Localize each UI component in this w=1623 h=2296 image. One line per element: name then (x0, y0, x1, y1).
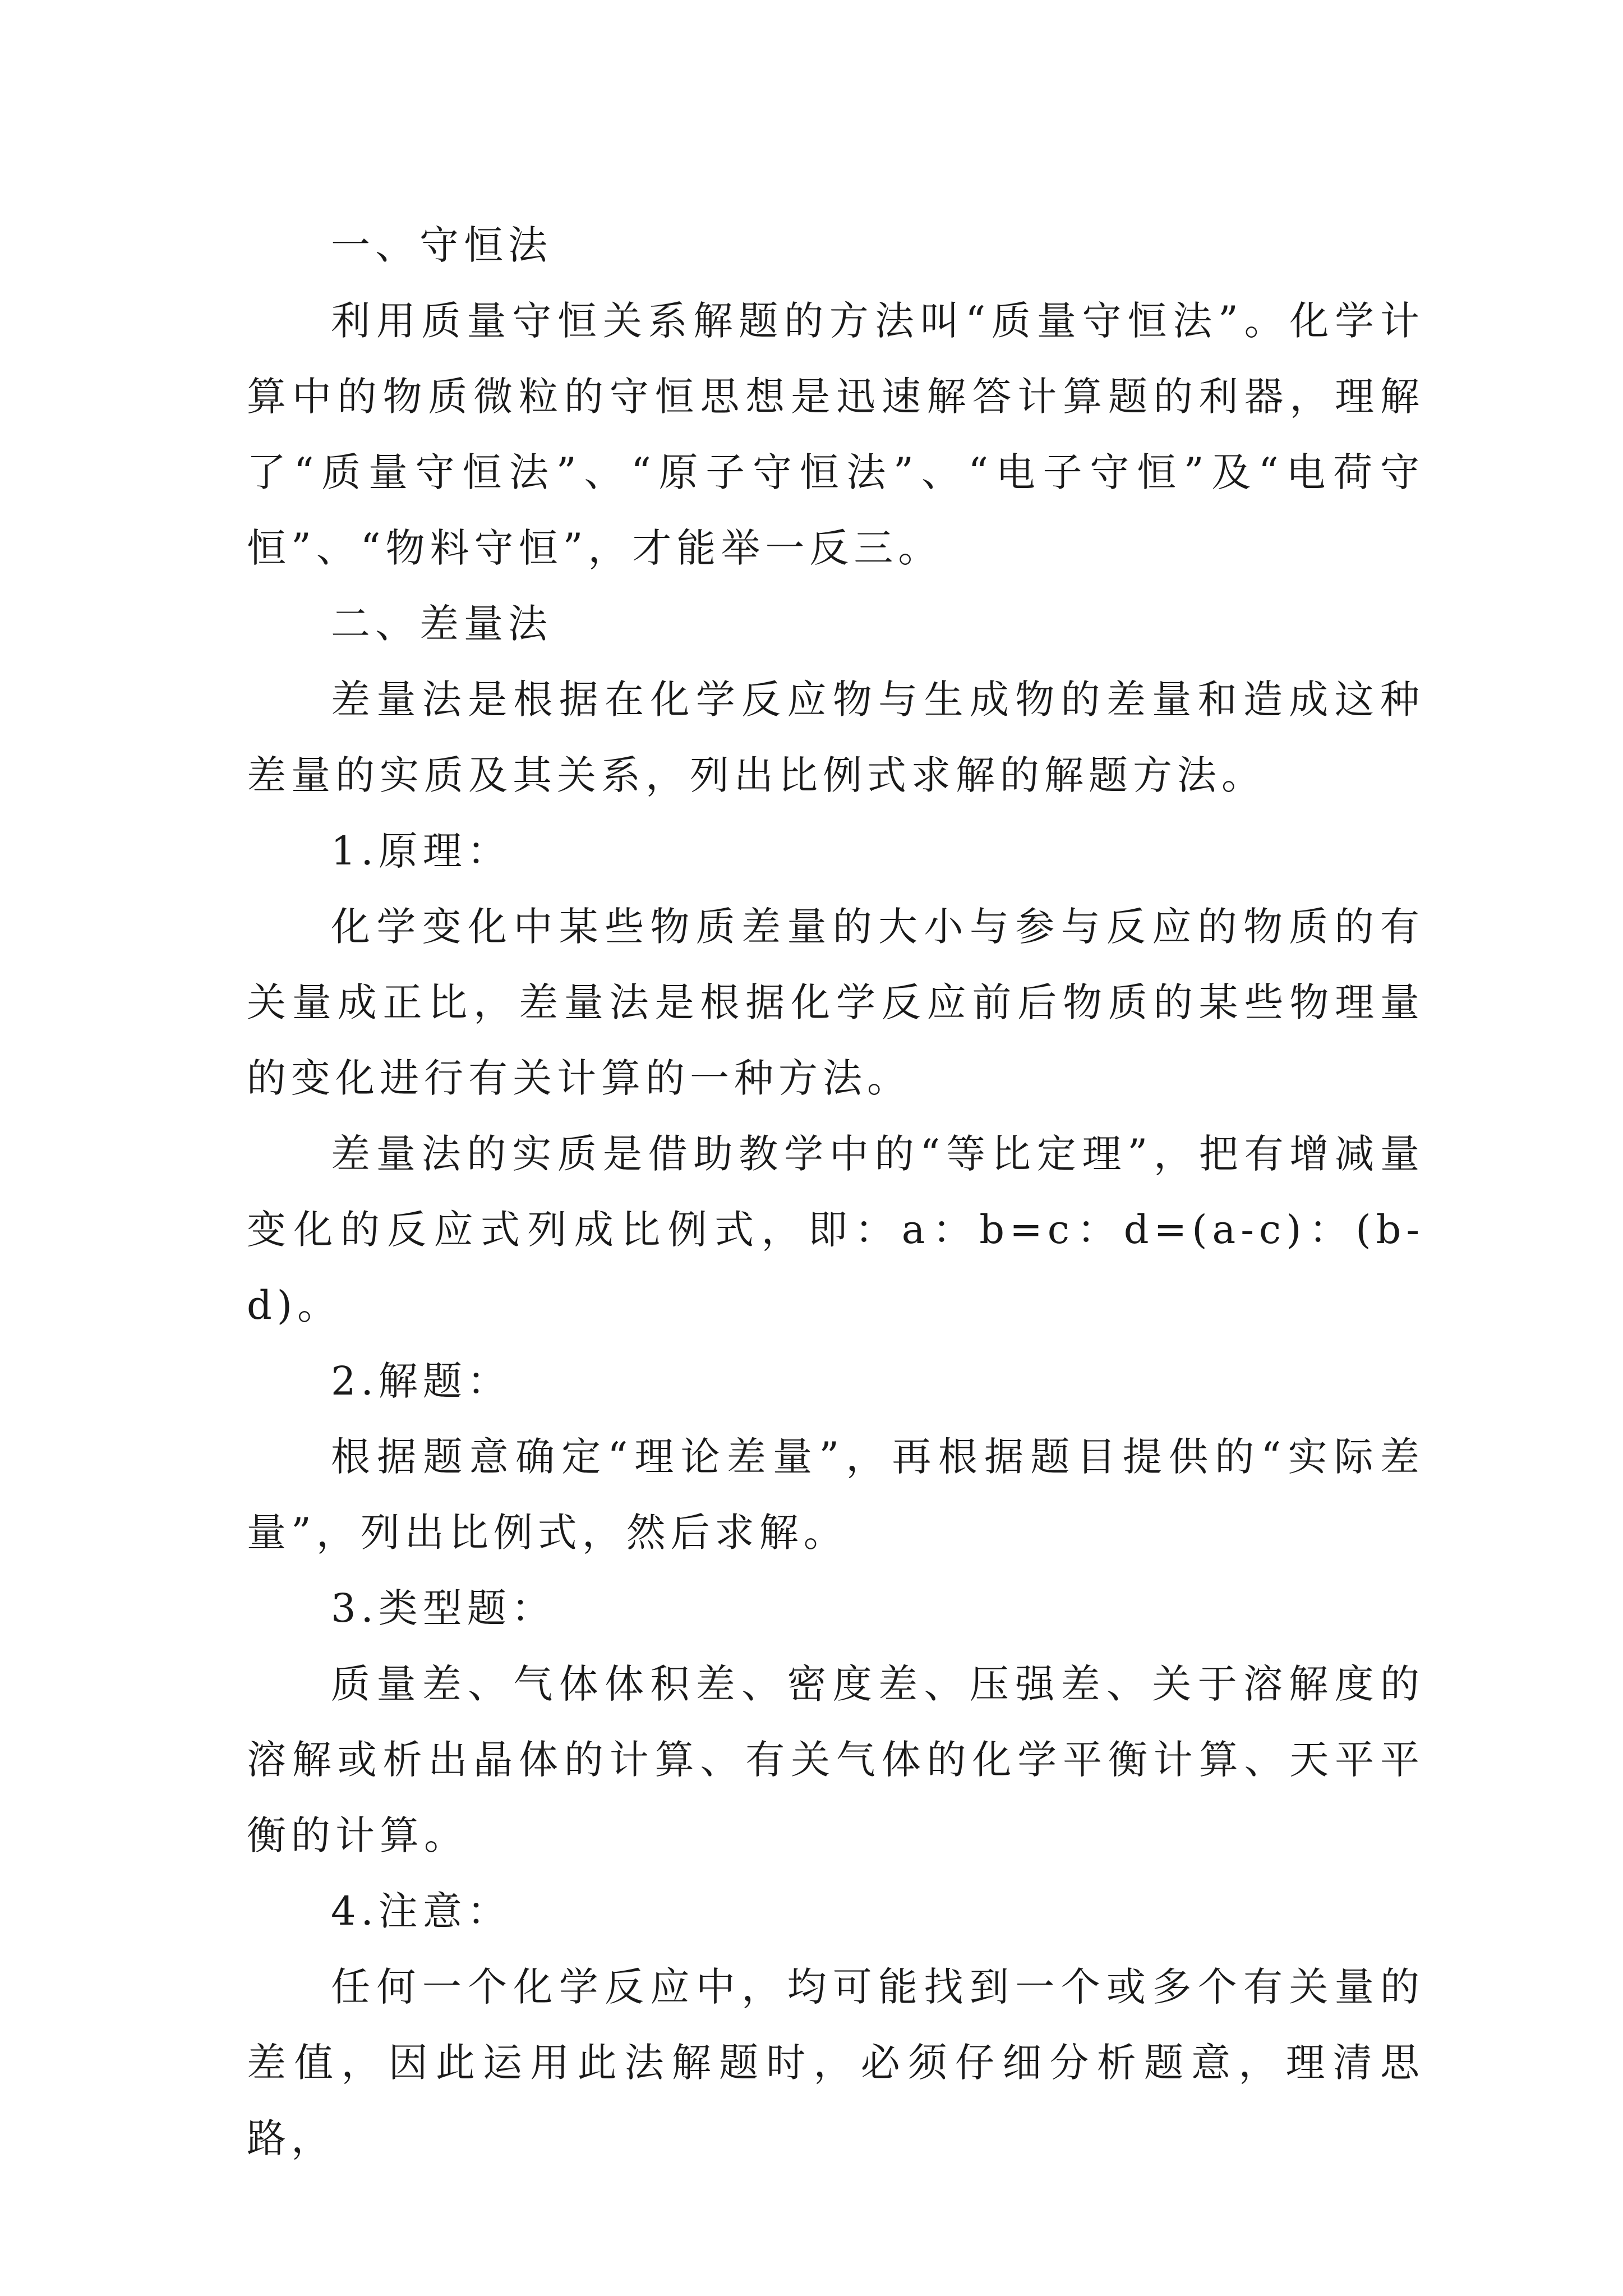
paragraph-notes: 任何一个化学反应中，均可能找到一个或多个有关量的差值，因此运用此法解题时，必须仔细分析题意，理清思路， (247, 1964, 1424, 2161)
subheading-solving: 2.解题： (331, 1358, 511, 1404)
section-heading-difference: 二、差量法 (331, 601, 552, 647)
paragraph-types: 质量差、气体体积差、密度差、压强差、关于溶解度的溶解或析出晶体的计算、有关气体的化学平衡计算、天平平衡的计算。 (247, 1661, 1424, 1858)
document-body (247, 208, 1424, 2177)
paragraph-difference-intro: 差量法是根据在化学反应物与生成物的差量和造成这种差量的实质及其关系，列出比例式求解的解题方法。 (247, 677, 1424, 798)
paragraph-conservation-intro: 利用质量守恒关系解题的方法叫“质量守恒法”。化学计算中的物质微粒的守恒思想是迅速解答计算题的利器，理解了“质量守恒法”、“原子守恒法”、“电子守恒”及“电荷守恒”、“物料守恒”，才能举一反三。 (247, 298, 1424, 571)
subheading-notes: 4.注意： (331, 1888, 511, 1934)
paragraph-essence: 差量法的实质是借助教学中的“等比定理”，把有增减量变化的反应式列成比例式，即：a：b=c：d=(a-c)：(b-d)。 (247, 1131, 1424, 1328)
subheading-principle: 1.原理： (331, 828, 511, 874)
paragraph-principle: 化学变化中某些物质差量的大小与参与反应的物质的有关量成正比，差量法是根据化学反应前后物质的某些物理量的变化进行有关计算的一种方法。 (247, 904, 1424, 1101)
subheading-types: 3.类型题： (331, 1585, 556, 1631)
paragraph-solving: 根据题意确定“理论差量”，再根据题目提供的“实际差量”，列出比例式，然后求解。 (247, 1434, 1424, 1556)
section-heading-conservation: 一、守恒法 (331, 222, 552, 268)
